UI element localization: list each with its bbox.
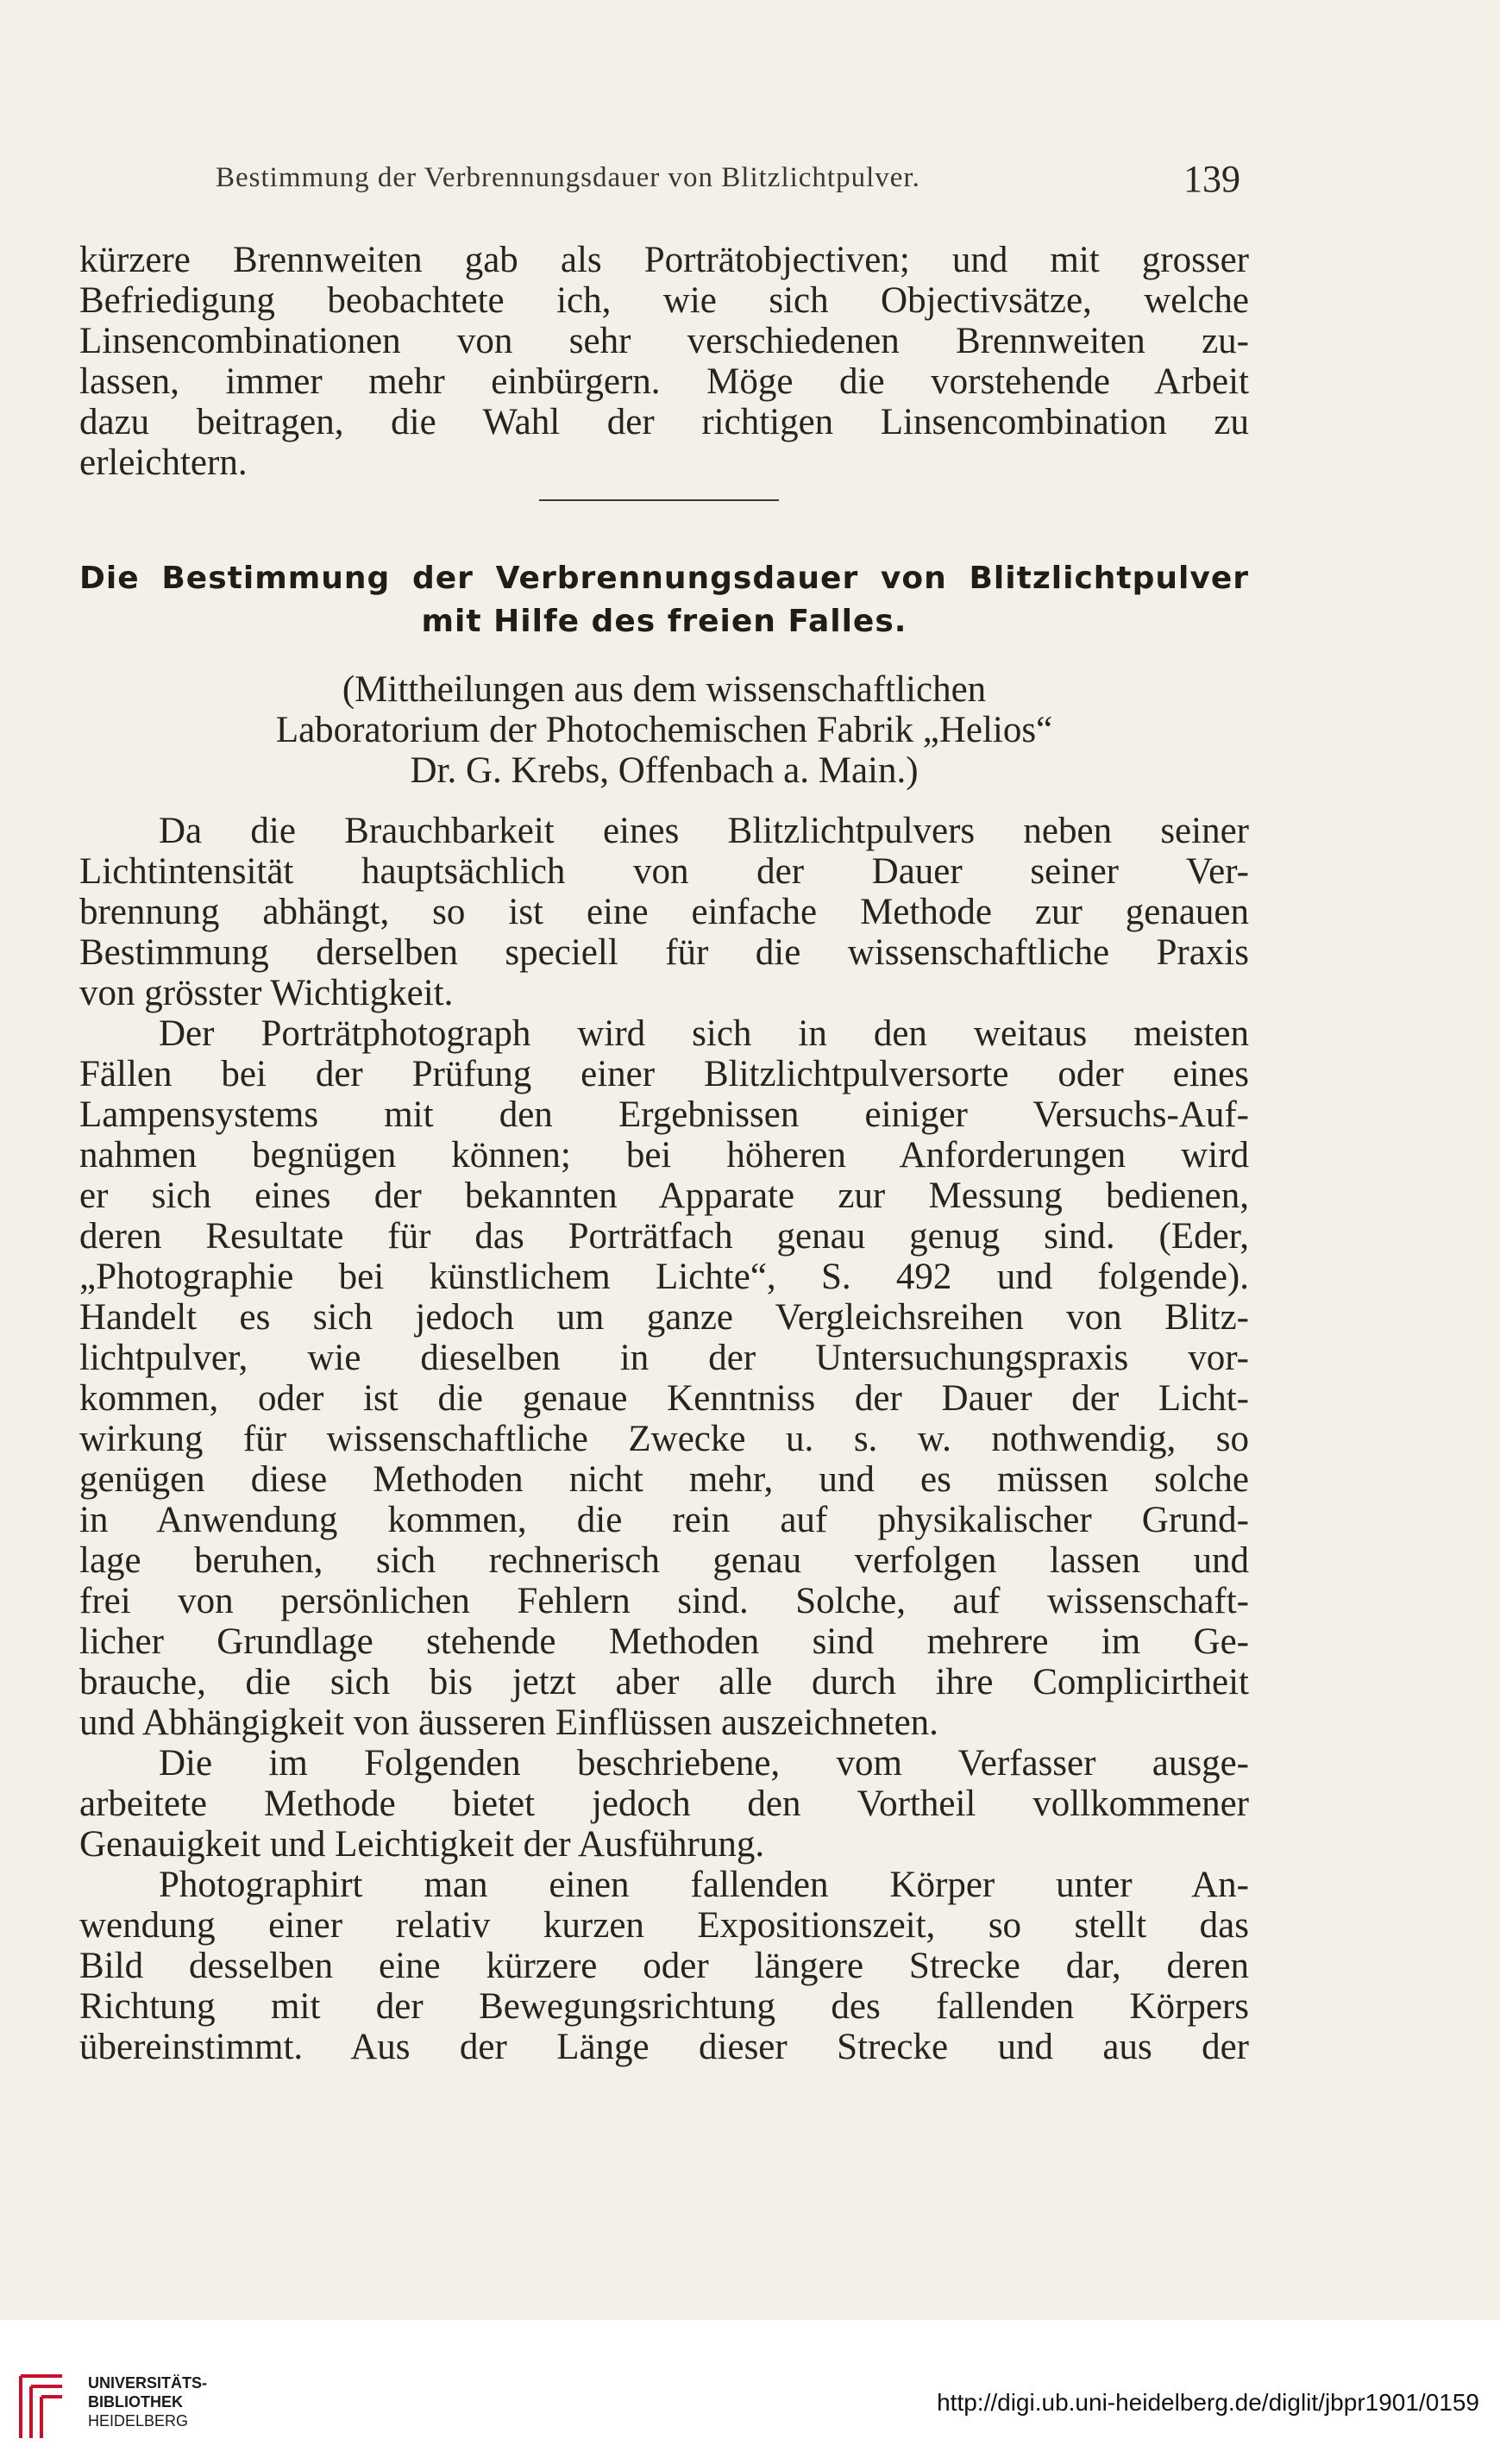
text-line: Da die Brauchbarkeit eines Blitzlichtpulvers neben seiner <box>159 811 1249 851</box>
credit-line: Laboratorium der Photochemischen Fabrik „Helios“ <box>275 710 1053 750</box>
source-url-link[interactable]: http://digi.ub.uni-heidelberg.de/diglit/jbpr1901/0159 <box>937 2389 1479 2416</box>
text-line: Richtung mit der Bewegungsrichtung des fallenden Körpers <box>79 1986 1249 2027</box>
library-name-line: BIBLIOTHEK <box>88 2393 183 2411</box>
text-line: Genauigkeit und Leichtigkeit der Ausführung. <box>79 1824 765 1865</box>
text-line: Bestimmung derselben speciell für die wissenschaftliche Praxis <box>79 932 1249 973</box>
text-line: und Abhängigkeit von äusseren Einflüssen auszeichneten. <box>79 1702 938 1743</box>
library-logo-icon <box>16 2367 67 2447</box>
paragraph-3 <box>79 1743 1249 1865</box>
text-line: lassen, immer mehr einbürgern. Möge die vorstehende Arbeit <box>79 361 1249 402</box>
text-line: Linsencombinationen von sehr verschiedenen Brennweiten zu- <box>79 321 1249 361</box>
text-line: genügen diese Methoden nicht mehr, und es müssen solche <box>79 1459 1249 1500</box>
text-line: Handelt es sich jedoch um ganze Vergleichsreihen von Blitz- <box>79 1297 1249 1338</box>
text-line: Befriedigung beobachtete ich, wie sich Objectivsätze, welche <box>79 280 1249 321</box>
text-line: Der Porträtphotograph wird sich in den weitaus meisten <box>159 1013 1249 1054</box>
text-line: arbeitete Methode bietet jedoch den Vortheil vollkommener <box>79 1784 1249 1824</box>
library-name-line: UNIVERSITÄTS- <box>88 2374 208 2392</box>
library-name <box>88 2373 207 2430</box>
credit-line: Dr. G. Krebs, Offenbach a. Main.) <box>410 750 919 791</box>
text-line: kürzere Brennweiten gab als Porträtobjectiven; und mit grosser <box>79 240 1249 280</box>
text-line: „Photographie bei künstlichem Lichte“, S. 492 und folgende). <box>79 1257 1249 1297</box>
text-line: in Anwendung kommen, die rein auf physikalischer Grund- <box>79 1500 1249 1540</box>
text-line: Fällen bei der Prüfung einer Blitzlichtpulversorte oder eines <box>79 1054 1249 1094</box>
text-line: kommen, oder ist die genaue Kenntniss der Dauer der Licht- <box>79 1378 1249 1419</box>
running-title: Bestimmung der Verbrennungsdauer von Blitzlichtpulver. <box>216 162 920 193</box>
intro-paragraph <box>79 240 1249 483</box>
text-line: nahmen begnügen können; bei höheren Anforderungen wird <box>79 1135 1249 1176</box>
text-line: brauche, die sich bis jetzt aber alle durch ihre Complicirtheit <box>79 1662 1249 1702</box>
paragraph-2 <box>79 1013 1249 1743</box>
article-title-continued: mit Hilfe des freien Falles. <box>421 604 907 639</box>
text-line: lage beruhen, sich rechnerisch genau verfolgen lassen und <box>79 1540 1249 1581</box>
article-credit <box>79 669 1249 791</box>
article-title: Die Bestimmung der Verbrennungsdauer von Blitzlichtpulver <box>79 561 1249 596</box>
text-line: frei von persönlichen Fehlern sind. Solche, auf wissenschaft- <box>79 1581 1249 1621</box>
text-line: Lichtintensität hauptsächlich von der Dauer seiner Ver- <box>79 851 1249 892</box>
text-line: von grösster Wichtigkeit. <box>79 973 454 1013</box>
credit-line: (Mittheilungen aus dem wissenschaftlichen <box>342 669 987 710</box>
text-line: er sich eines der bekannten Apparate zur Messung bedienen, <box>79 1176 1249 1216</box>
text-line: wirkung für wissenschaftliche Zwecke u. s. w. nothwendig, so <box>79 1419 1249 1459</box>
library-name-line: HEIDELBERG <box>88 2412 189 2430</box>
text-line: licher Grundlage stehende Methoden sind mehrere im Ge- <box>79 1621 1249 1662</box>
text-line: wendung einer relativ kurzen Expositionszeit, so stellt das <box>79 1905 1249 1946</box>
text-line: dazu beitragen, die Wahl der richtigen Linsencombination zu <box>79 402 1249 442</box>
text-line: übereinstimmt. Aus der Länge dieser Strecke und aus der <box>79 2027 1249 2067</box>
text-line: Die im Folgenden beschriebene, vom Verfasser ausge- <box>159 1743 1249 1784</box>
text-line: Bild desselben eine kürzere oder längere Strecke dar, deren <box>79 1946 1249 1986</box>
text-line: deren Resultate für das Porträtfach genau genug sind. (Eder, <box>79 1216 1249 1257</box>
page-number: 139 <box>1183 158 1240 200</box>
section-divider <box>539 499 779 501</box>
paragraph-1 <box>79 811 1249 1013</box>
text-line: lichtpulver, wie dieselben in der Untersuchungspraxis vor- <box>79 1338 1249 1378</box>
text-line: brennung abhängt, so ist eine einfache Methode zur genauen <box>79 892 1249 932</box>
paragraph-4 <box>79 1865 1249 2067</box>
digitization-footer <box>0 2320 1500 2464</box>
text-line: Photographirt man einen fallenden Körper unter An- <box>159 1865 1249 1905</box>
text-line: erleichtern. <box>79 442 248 483</box>
text-line: Lampensystems mit den Ergebnissen einiger Versuchs-Auf- <box>79 1094 1249 1135</box>
